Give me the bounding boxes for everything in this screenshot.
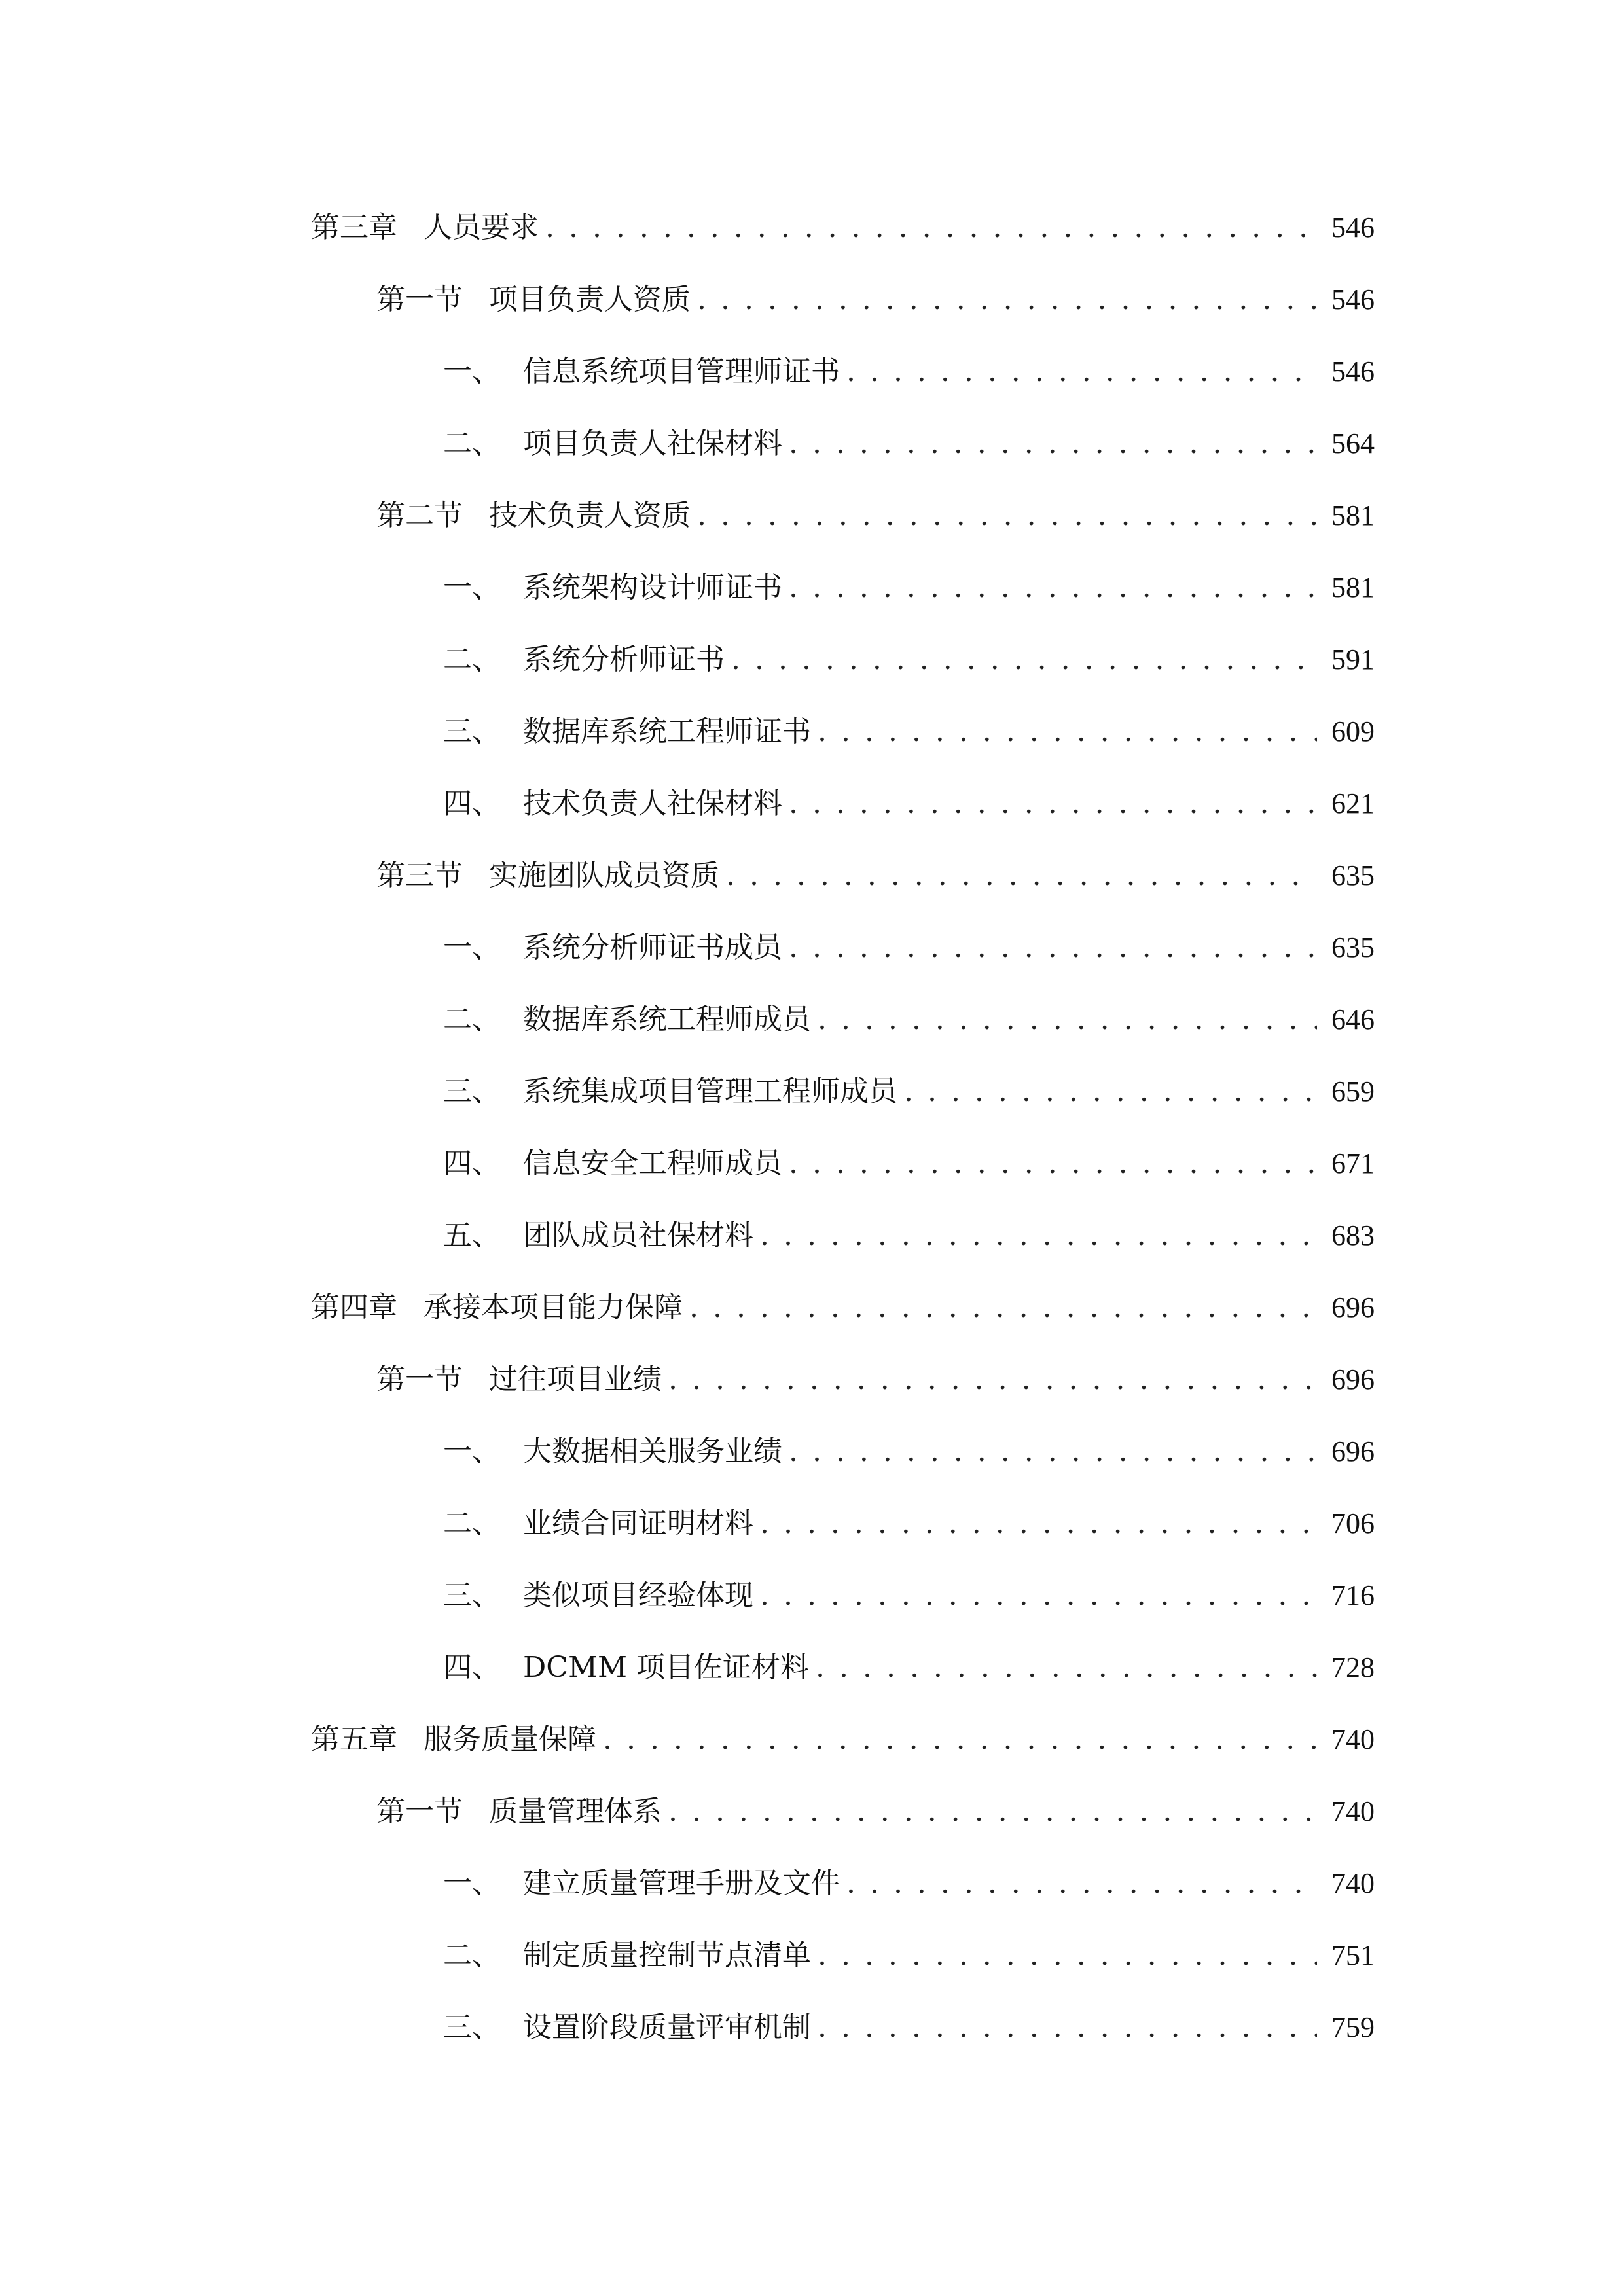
toc-entry-page: 591 bbox=[1331, 643, 1375, 675]
dot-leader bbox=[818, 2001, 1317, 2054]
toc-entry-page: 646 bbox=[1331, 1003, 1375, 1035]
toc-entry-page: 581 bbox=[1331, 499, 1375, 531]
toc-entry-item[interactable] bbox=[443, 418, 1375, 470]
toc-entry-item[interactable] bbox=[443, 1857, 1375, 1910]
toc-entry-page: 546 bbox=[1331, 211, 1375, 243]
dot-leader bbox=[904, 1066, 1317, 1118]
toc-entry-section[interactable] bbox=[376, 274, 1375, 326]
toc-entry-marker: 三、 bbox=[443, 2011, 501, 2044]
toc-entry-page: 751 bbox=[1331, 1939, 1375, 1971]
toc-entry-marker: 第一节 bbox=[376, 1795, 463, 1828]
toc-entry-page: 759 bbox=[1331, 2011, 1375, 2043]
toc-entry-page: 581 bbox=[1331, 571, 1375, 603]
toc-entry-item[interactable] bbox=[443, 706, 1375, 758]
toc-entry-item[interactable] bbox=[443, 346, 1375, 398]
toc-entry-title: 质量管理体系 bbox=[489, 1795, 662, 1828]
toc-entry-item[interactable] bbox=[443, 1498, 1375, 1550]
toc-entry-title: 人员要求 bbox=[424, 211, 539, 244]
dot-leader bbox=[789, 418, 1317, 470]
toc-entry-title: 数据库系统工程师成员 bbox=[523, 1003, 811, 1036]
toc-entry-marker: 一、 bbox=[443, 1867, 501, 1900]
toc-entry-item[interactable] bbox=[443, 1210, 1375, 1262]
dot-leader bbox=[818, 994, 1317, 1046]
dot-leader bbox=[726, 850, 1317, 902]
toc-entry-chapter-4[interactable] bbox=[311, 1282, 1375, 1334]
toc-entry-title: 项目负责人社保材料 bbox=[523, 427, 782, 460]
toc-entry-item[interactable] bbox=[443, 2001, 1375, 2054]
dot-leader bbox=[789, 922, 1317, 974]
toc-entry-marker: 四、 bbox=[443, 1147, 501, 1180]
toc-entry-item[interactable] bbox=[443, 922, 1375, 974]
dot-leader bbox=[545, 202, 1317, 254]
toc-entry-marker: 第一节 bbox=[376, 283, 463, 316]
toc-entry-marker: 二、 bbox=[443, 1003, 501, 1036]
toc-entry-page: 696 bbox=[1331, 1291, 1375, 1323]
toc-entry-marker: 二、 bbox=[443, 427, 501, 460]
toc-entry-title: DCMM 项目佐证材料 bbox=[523, 1651, 810, 1684]
toc-entry-title: 系统架构设计师证书 bbox=[523, 571, 782, 604]
toc-entry-page: 671 bbox=[1331, 1147, 1375, 1179]
toc-entry-item[interactable] bbox=[443, 778, 1375, 830]
toc-entry-marker: 四、 bbox=[443, 1651, 501, 1684]
toc-entry-title: 系统分析师证书成员 bbox=[523, 931, 782, 964]
dot-leader bbox=[697, 274, 1317, 326]
toc-entry-marker: 第四章 bbox=[311, 1291, 397, 1324]
toc-entry-item[interactable] bbox=[443, 1641, 1375, 1694]
toc-entry-page: 564 bbox=[1331, 427, 1375, 459]
toc-entry-marker: 三、 bbox=[443, 715, 501, 748]
dot-leader bbox=[668, 1785, 1317, 1838]
dot-leader bbox=[846, 346, 1317, 398]
toc-entry-page: 706 bbox=[1331, 1507, 1375, 1539]
toc-entry-page: 635 bbox=[1331, 931, 1375, 963]
toc-entry-marker: 第一节 bbox=[376, 1363, 463, 1396]
toc-entry-title: 建立质量管理手册及文件 bbox=[523, 1867, 840, 1900]
toc-entry-section[interactable] bbox=[376, 850, 1375, 902]
toc-entry-page: 609 bbox=[1331, 715, 1375, 747]
toc-entry-title: 承接本项目能力保障 bbox=[424, 1291, 683, 1324]
dot-leader bbox=[818, 1929, 1317, 1982]
toc-entry-marker: 第三节 bbox=[376, 859, 463, 892]
toc-entry-section[interactable] bbox=[376, 1785, 1375, 1838]
toc-entry-marker: 第三章 bbox=[311, 211, 397, 244]
dot-leader bbox=[603, 1713, 1317, 1766]
toc-entry-chapter-3[interactable] bbox=[311, 202, 1375, 254]
toc-entry-title: 过往项目业绩 bbox=[489, 1363, 662, 1396]
toc-entry-item[interactable] bbox=[443, 1929, 1375, 1982]
toc-entry-page: 546 bbox=[1331, 355, 1375, 387]
dot-leader bbox=[760, 1210, 1317, 1262]
toc-entry-marker: 一、 bbox=[443, 571, 501, 604]
toc-entry-marker: 一、 bbox=[443, 355, 501, 388]
toc-entry-marker: 三、 bbox=[443, 1075, 501, 1108]
dot-leader bbox=[789, 778, 1317, 830]
toc-entry-page: 740 bbox=[1331, 1795, 1375, 1827]
toc-entry-page: 716 bbox=[1331, 1579, 1375, 1611]
toc-entry-title: 团队成员社保材料 bbox=[523, 1219, 753, 1252]
toc-entry-page: 740 bbox=[1331, 1867, 1375, 1899]
toc-entry-title: 设置阶段质量评审机制 bbox=[523, 2011, 811, 2044]
toc-entry-title: 项目负责人资质 bbox=[489, 283, 691, 316]
toc-entry-marker: 二、 bbox=[443, 1939, 501, 1972]
toc-entry-chapter-5[interactable] bbox=[311, 1713, 1375, 1766]
dot-leader bbox=[789, 1138, 1317, 1190]
toc-entry-marker: 四、 bbox=[443, 787, 501, 820]
toc-entry-page: 696 bbox=[1331, 1363, 1375, 1395]
toc-entry-section[interactable] bbox=[376, 1354, 1375, 1406]
toc-entry-title: 信息安全工程师成员 bbox=[523, 1147, 782, 1180]
toc-entry-title: 系统分析师证书 bbox=[523, 643, 725, 676]
toc-entry-title: 业绩合同证明材料 bbox=[523, 1507, 753, 1540]
toc-entry-page: 740 bbox=[1331, 1723, 1375, 1755]
dot-leader bbox=[689, 1282, 1317, 1334]
toc-entry-marker: 第五章 bbox=[311, 1723, 397, 1756]
dot-leader bbox=[818, 706, 1317, 758]
toc-entry-item[interactable] bbox=[443, 1426, 1375, 1478]
dot-leader bbox=[789, 562, 1317, 614]
dot-leader bbox=[760, 1570, 1317, 1622]
toc-entry-title: 服务质量保障 bbox=[424, 1723, 596, 1756]
toc-entry-title: 制定质量控制节点清单 bbox=[523, 1939, 811, 1972]
toc-entry-page: 659 bbox=[1331, 1075, 1375, 1107]
toc-entry-marker: 二、 bbox=[443, 1507, 501, 1540]
toc-entry-page: 683 bbox=[1331, 1219, 1375, 1251]
toc-entry-page: 635 bbox=[1331, 859, 1375, 891]
toc-entry-page: 696 bbox=[1331, 1435, 1375, 1467]
toc-entry-item[interactable] bbox=[443, 562, 1375, 614]
toc-entry-page: 621 bbox=[1331, 787, 1375, 819]
toc-entry-page: 546 bbox=[1331, 283, 1375, 315]
dot-leader bbox=[816, 1641, 1317, 1694]
toc-entry-marker: 一、 bbox=[443, 1435, 501, 1468]
toc-entry-title: 信息系统项目管理师证书 bbox=[523, 355, 840, 388]
toc-entry-marker: 一、 bbox=[443, 931, 501, 964]
toc-entry-title: 数据库系统工程师证书 bbox=[523, 715, 811, 748]
toc-entry-title: 系统集成项目管理工程师成员 bbox=[523, 1075, 897, 1108]
toc-entry-marker: 第二节 bbox=[376, 499, 463, 532]
dot-leader bbox=[846, 1857, 1317, 1910]
toc-entry-section[interactable] bbox=[376, 490, 1375, 542]
toc-entry-marker: 三、 bbox=[443, 1579, 501, 1612]
toc-entry-title: 大数据相关服务业绩 bbox=[523, 1435, 782, 1468]
dot-leader bbox=[668, 1354, 1317, 1406]
dot-leader bbox=[789, 1426, 1317, 1478]
toc-entry-title: 技术负责人资质 bbox=[489, 499, 691, 532]
toc-entry-title: 技术负责人社保材料 bbox=[523, 787, 782, 820]
toc-entry-page: 728 bbox=[1331, 1651, 1375, 1683]
dot-leader bbox=[731, 634, 1317, 686]
toc-entry-item[interactable] bbox=[443, 1138, 1375, 1190]
toc-entry-title: 实施团队成员资质 bbox=[489, 859, 719, 892]
toc-entry-item[interactable] bbox=[443, 994, 1375, 1046]
toc-entry-title: 类似项目经验体现 bbox=[523, 1579, 753, 1612]
toc-entry-item[interactable] bbox=[443, 1570, 1375, 1622]
dot-leader bbox=[697, 490, 1317, 542]
dot-leader bbox=[760, 1498, 1317, 1550]
toc-entry-item[interactable] bbox=[443, 634, 1375, 686]
toc-entry-marker: 五、 bbox=[443, 1219, 501, 1252]
toc-entry-item[interactable] bbox=[443, 1066, 1375, 1118]
toc-entry-marker: 二、 bbox=[443, 643, 501, 676]
